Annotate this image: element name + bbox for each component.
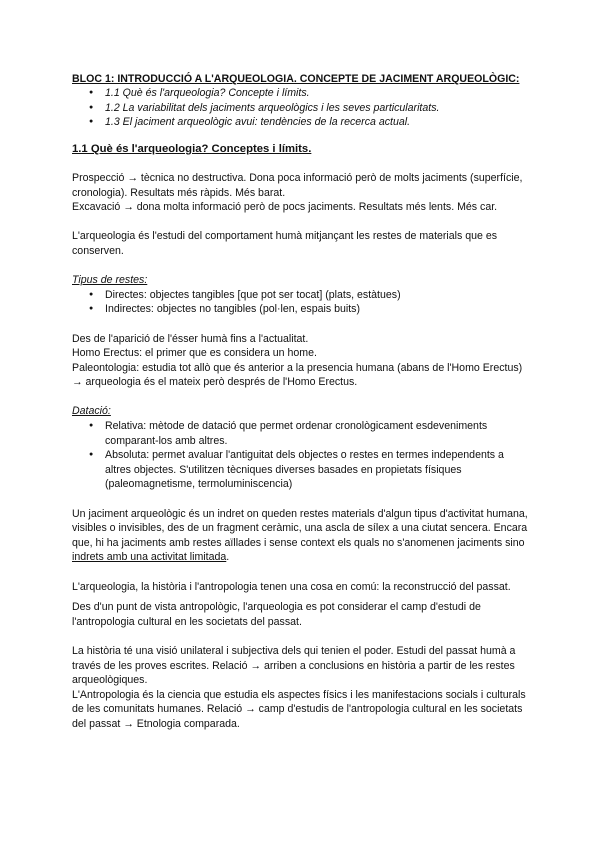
paragraph-paleontologia: Paleontologia: estudia tot allò que és anterior a la presencia humana (abans de l'Homo Erectus) → arqueologia és el mateix però després de l'Homo Erectus. <box>72 361 523 389</box>
list-item: ● Relativa: mètode de datació que permet ordenar cronològicament esdeveniments comparant-los amb altres. <box>72 419 528 448</box>
paragraph-excavacio: Excavació → dona molta informació però de pocs jaciments. Resultats més lents. Més car. <box>72 201 498 214</box>
jaciment-end: . <box>226 551 230 564</box>
toc-item: ● 1.2 La variabilitat dels jaciments arqueològics i les seves particularitats. <box>72 101 528 116</box>
subheading-tipus-restes: Tipus de restes: <box>72 274 148 287</box>
document-title: BLOC 1: INTRODUCCIÓ A L'ARQUEOLOGIA. CONCEPTE DE JACIMENT ARQUEOLÒGIC: <box>72 73 520 85</box>
list-item: ● Indirectes: objectes no tangibles (pol·len, espais buits) <box>72 302 528 317</box>
table-of-contents <box>72 86 528 130</box>
list-item: ● Directes: objectes tangibles [que pot ser tocat] (plats, estàtues) <box>72 288 528 303</box>
section-heading: 1.1 Què és l'arqueologia? Conceptes i límits. <box>72 142 312 155</box>
toc-item: ● 1.1 Què és l'arqueologia? Concepte i límits. <box>72 86 528 101</box>
paragraph-jaciment <box>72 507 528 565</box>
toc-item: ● 1.3 El jaciment arqueològic avui: tendències de la recerca actual. <box>72 115 528 130</box>
paragraph-reconstruccio: L'arqueologia, la història i l'antropologia tenen una cosa en comú: la reconstrucció del passat. <box>72 580 511 593</box>
subheading-datacio: Datació: <box>72 405 111 418</box>
paragraph-definicio: L'arqueologia és l'estudi del comportament humà mitjançant les restes de materials que es conserven. <box>72 230 498 257</box>
paragraph-prospeccio: Prospecció → tècnica no destructiva. Dona poca informació però de molts jaciments (superfície, cronologia). Resultats més ràpids. Més barat. <box>72 171 523 199</box>
jaciment-underlined: indrets amb una activitat limitada <box>72 551 227 564</box>
list-tipus-restes <box>72 288 528 317</box>
paragraph-antropologic: Des d'un punt de vista antropològic, l'arqueologia es pot considerar el camp d'estudi de l'antropologia cultural en les societats del passat. <box>72 601 481 628</box>
paragraph-homo-erectus: Homo Erectus: el primer que es considera un home. <box>72 347 317 360</box>
paragraph-antropologia: L'Antropologia és la ciencia que estudia els aspectes físics i les manifestacions socials i culturals de les comunitats humanes. Relació → camp d'estudis de l'antropologia cultural en les societats del passat → Etnologia comparada. <box>72 688 526 730</box>
paragraph-aparicio: Des de l'aparició de l'ésser humà fins a l'actualitat. <box>72 332 309 345</box>
document-page <box>72 72 528 732</box>
list-item: ● Absoluta: permet avaluar l'antiguitat dels objectes o restes en termes independents a altres objectes. S'utilitzen tècniques diverses basades en propietats físiques (paleomagnetisme, termoluminiscencia) <box>72 448 528 492</box>
paragraph-historia: La història té una visió unilateral i subjectiva dels qui tenien el poder. Estudi del passat humà a través de les proves escrites. Relació → arriben a conclusions en història a partir de les restes arqueològiques. <box>72 644 516 687</box>
jaciment-text: Un jaciment arqueològic és un indret on queden restes materials d'algun tipus d'activitat humana, visibles o invisibles, des de un fragment ceràmic, una ascla de sílex a una ciutat sencera. Encara que, hi ha jaciments amb restes aïllades i sense context els quals no s'anomenen jaciments sino <box>72 507 528 549</box>
list-datacio <box>72 419 528 492</box>
